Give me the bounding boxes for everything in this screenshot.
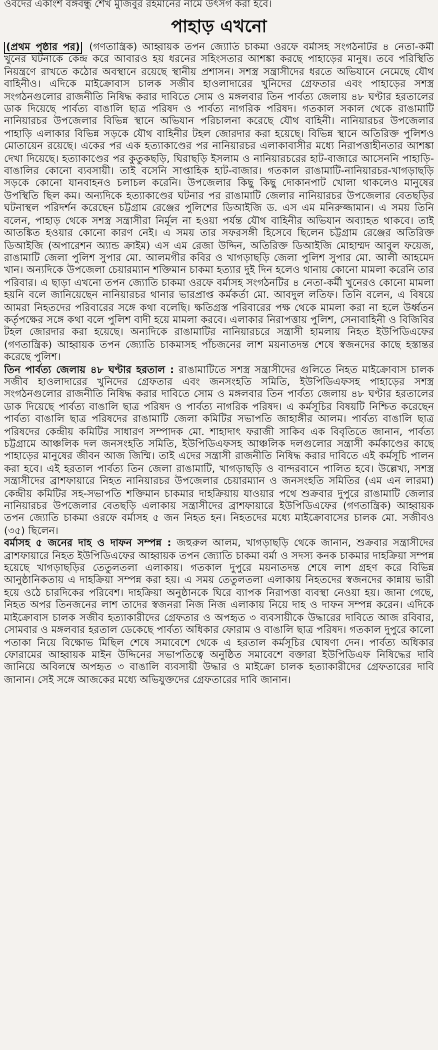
section-text: জহুরুল আলম, খাগড়াছড়ি থেকে জানান, শুক্রবার সন্ত্রাসীদের ব্রাশফায়ারে নিহত ইউপিডিএফের আহ্বায়ক তপন জ্যোতি চাকমা বর্মা ও সদস্য কনক চাকমার দাহক্রিয়া সম্পন্ন হয়েছে খাগড়াছড়ির তেতুলতলা এলাকায়। গতকাল দুপুরে ময়নাতদন্ত শেষে লাশ গ্রহণ করে বিভিন্ন আনুষ্ঠানিকতায় এ দাহক্রিয়া সম্পন্ন করা হয়। এ সময় তেতুলতলা এলাকায় নিহতদের স্বজনদের কান্নায় ভারী হয়ে ওঠে চারদিকের পরিবেশ। দাহক্রিয়া অনুষ্ঠানকে ঘিরে ব্যাপক নিরাপত্তা ব্যবস্থা নেওয়া হয়। জানা গেছে, নিহত অপর তিনজনের লাশ তাদের স্বজনরা নিজ নিজ এলাকায় নিয়ে দাহ ও দাফন সম্পন্ন করেন। এদিকে মাইক্রোবাস চালক সজীব হত্যাকারীদের গ্রেফতার ও অপহৃত ৩ ব্যবসায়ীকে উদ্ধারের দাবিতে আজ রবিবার, সোমবার ও মঙ্গলবার হরতাল ডেকেছে পার্বত্য অধিকার ফোরাম ও বাঙালি ছাত্র পরিষদ। গতকাল দুপুরে কালো পতাকা নিয়ে বিক্ষোভ মিছিল শেষে সমাবেশে থেকে এ হরতাল কর্মসূচির ঘোষণা দেন। পার্বত্য অধিকার ফোরামের আহ্বায়ক মাইন উদ্দিনের সভাপতিত্বে অনুষ্ঠিত সমাবেশে বক্তারা ইউপিডিএফ নিষিদ্ধের দাবি জানিয়ে অবিলম্বে অপহৃত ৩ বাঙালি ব্যবসায়ী উদ্ধার ও মাইক্রো চালক হত্যাকারীদের গ্রেফতারের দাবি জানান। সেই সঙ্গে আজকের মধ্যে অভিযুক্তদের গ্রেফতারের দাবি জানান। bbox=[4, 538, 434, 686]
section-paragraph bbox=[4, 538, 434, 687]
lead-paragraph bbox=[4, 42, 434, 365]
article-headline: পাহাড় এখনো bbox=[171, 17, 267, 37]
section-heading: বর্মাসহ ৫ জনের দাহ ও দাফন সম্পন্ন : bbox=[4, 538, 172, 550]
section-heading: তিন পার্বত্য জেলায় ৪৮ ঘণ্টার হরতাল : bbox=[4, 364, 175, 376]
section-text: রাঙামাটিতে সশস্ত্র সন্ত্রাসীদের গুলিতে নিহত মাইক্রোবাস চালক সজীব হাওলাদারের খুনিদের গ্রেফতার এবং জনসংহতি সমিতি, ইউপিডিএফসহ পাহাড়ের সশস্ত্র সংগঠনগুলোর রাজনীতি নিষিদ্ধ করার দাবিতে সোম ও মঙ্গলবার তিন পার্বত্য জেলায় ৪৮ ঘণ্টার হরতালের ডাক দিয়েছে পার্বত্য বাঙালি ছাত্র পরিষদ ও পার্বত্য নাগরিক পরিষদ। এ কর্মসূচির বিষয়টি নিশ্চিত করেছেন পার্বত্য বাঙালি ছাত্র পরিষদের রাঙামাটি জেলা কমিটির সভাপতি জাহাঙ্গীর আলম। পার্বত্য বাঙালি ছাত্র পরিষদের কেন্দ্রীয় কমিটির সাধারণ সম্পাদক মো. শাহাদাৎ ফরাজী সাকিব এক বিবৃতিতে জানান, পার্বত্য চট্টগ্রামে আঞ্চলিক দল জনসংহতি সমিতি, ইউপিডিএফসহ আঞ্চলিক দলগুলোর সন্ত্রাসী কর্মকাণ্ডের কাছে পাহাড়ের মানুষের জীবন আজ জিম্মি। তাই এদের সন্ত্রাসী রাজনীতি নিষিদ্ধ করার দাবিতে এই কর্মসূচি পালন করা হবে। এই হরতাল পার্বত্য তিন জেলা রাঙামাটি, খাগড়াছড়ি ও বান্দরবানে পালিত হবে। উল্লেখ্য, সশস্ত্র সন্ত্রাসীদের ব্রাশফায়ারে নিহত নানিয়ারচর উপজেলার চেয়ারম্যান ও জনসংহতি সমিতির (এম এন লারমা) কেন্দ্রীয় কমিটির সহ-সভাপতি শক্তিমান চাকমার দাহক্রিয়ায় যাওয়ার পথে শুক্রবার দুপুরে রাঙামাটি জেলার নানিয়ারচর উপজেলার বেতছড়ি এলাকায় সন্ত্রাসীদের ব্রাশফায়ারে ইউপিডিএফের (গণতান্ত্রিক) আহ্বায়ক তপন জ্যোতি চাকমা ওরফে বর্মাসহ ৫ জন নিহত হন। নিহতদের মধ্যে মাইক্রোবাসের চালক মো. সজীবও (৩৫) ছিলেন। bbox=[4, 364, 434, 537]
section-paragraph bbox=[4, 365, 434, 539]
previous-article-tail: ওবদের একাংশ বঙ্গবন্ধু শেখ মুজিবুর রহমানের নামে উৎসর্গ করা হবে। bbox=[4, 0, 272, 10]
lead-text: (গণতান্ত্রিক) আহ্বায়ক তপন জ্যোতি চাকমা ওরফে বর্মাসহ সংগঠনটির ৪ নেতা-কর্মী খুনের ঘটনাকে কেন্দ্র করে আবারও হয় ধরনের সহিংসতার আশঙ্কা করছে পাহাড়ের মানুষ। তবে পরিস্থিতি নিয়ন্ত্রণে রাখতে কঠোর অবস্থানে রয়েছে স্থানীয় প্রশাসন। সশস্ত্র সন্ত্রাসীদের ধরতে অভিযানে নেমেছে যৌথ বাহিনীও। এদিকে মাইক্রোবাস চালক সজীব হাওলাদারের খুনিদের গ্রেফতার এবং পাহাড়ের সশস্ত্র সংগঠনগুলোর রাজনীতি নিষিদ্ধ করার দাবিতে সোম ও মঙ্গলবার তিন পার্বত্য জেলায় ৪৮ ঘণ্টার হরতালের ডাক দিয়েছে পার্বত্য বাঙালি ছাত্র পরিষদ ও পার্বত্য নাগরিক পরিষদ। গতকাল সকাল থেকে রাঙামাটি নানিয়ারচর উপজেলার বিভিন্ন স্থানে অভিযান পরিচালনা করেছে যৌথ বাহিনী। নানিয়ারচর উপজেলার পাহাড়ি এলাকার বিভিন্ন সড়কে যৌথ বাহিনীর টহল জোরদার করা হয়েছে। বিভিন্ন স্থানে অতিরিক্ত পুলিশও মোতায়েন রয়েছে। একের পর এক হত্যাকাণ্ডের পর নানিয়ারচর এলাকাবাসীর মধ্যে নিরাপত্তাহীনতার আশঙ্কা দেখা দিয়েছে। হত্যাকাণ্ডের পর কুতুকছড়ি, ঘিরাছড়ি ইসলাম ও নানিয়ারচরের হাট-বাজারে আসেননি পাহাড়ি-বাঙালির কোনো ব্যবসায়ী। তাই বসেনি সাপ্তাহিক হাট-বাজার। গতকাল রাঙামাটি-নানিয়ারচর-খাগড়াছড়ি সড়কে কোনো যানবাহনও চলাচল করেনি। উপজেলার কিছু কিছু দোকানপাট খোলা থাকলেও মানুষের উপস্থিতি ছিল কম। অন্যদিকে হত্যাকাণ্ডের ঘটনার পর রাঙামাটি জেলার নানিয়ারচর উপজেলার বেতছড়ির ঘটনাস্থল পরিদর্শন করেছেন চট্টগ্রাম রেঞ্জের পুলিশের ডিআইজি ড. এস এম মনিরুজ্জামান। এ সময় তিনি বলেন, পাহাড় থেকে সশস্ত্র সন্ত্রাসীরা নির্মূল না হওয়া পর্যন্ত যৌথ বাহিনীর অভিযান অব্যাহত থাকবে। তাই আতঙ্কিত হওয়ার কোনো কারণ নেই। এ সময় তার সফরসঙ্গী হিসেবে ছিলেন চট্টগ্রাম রেঞ্জের অতিরিক্ত ডিআইজি (অপারেশন অ্যান্ড ক্রাইম) এস এম রেজা উদ্দিন, অতিরিক্ত ডিআইজি মোহাম্মদ আবুল ফয়েজ, রাঙামাটি জেলা পুলিশ সুপার মো. আলমগীর কবির ও খাগড়াছড়ি জেলা পুলিশ সুপার মো. আলী আহমেদ খান। অন্যদিকে উপজেলা চেয়ারম্যান শক্তিমান চাকমা হত্যার দুই দিন হলেও থানায় কোনো মামলা করেনি তার পরিবার। এ ছাড়া এখনো তপন জ্যোতি চাকমা ওরফে বর্মাসহ সংগঠনটির ৪ নেতা-কর্মী খুনেরও কোনো মামলা হয়নি বলে জানিয়েছেন নানিয়ারচর থানার ভারপ্রাপ্ত কর্মকর্তা মো. আবদুল লতিফ। তিনি বলেন, এ বিষয়ে আমরা নিহতদের পরিবারের সঙ্গে কথা বলেছি। ক্ষতিগ্রস্ত পরিবারের পক্ষ থেকে মামলা করা না হলে উর্ধ্বতন কর্তৃপক্ষের সঙ্গে কথা বলে পুলিশ বাদী হয়ে মামলা করবে। এলাকার নিরাপত্তায় পুলিশ, সেনাবাহিনী ও বিজিবির টহল জোরদার করা হয়েছে। অন্যদিকে রাঙামাটির নানিয়ারচরে সন্ত্রাসী হামলায় নিহত ইউপিডিএফের (গণতান্ত্রিক) আহ্বায়ক তপন জ্যোতি চাকমাসহ পাঁচজনের লাশ ময়নাতদন্ত শেষে স্বজনদের কাছে হস্তান্তর করেছে পুলিশ। bbox=[4, 42, 434, 364]
continuation-tag: (প্রথম পৃষ্ঠার পর) bbox=[6, 42, 81, 53]
article-body bbox=[4, 42, 434, 1050]
